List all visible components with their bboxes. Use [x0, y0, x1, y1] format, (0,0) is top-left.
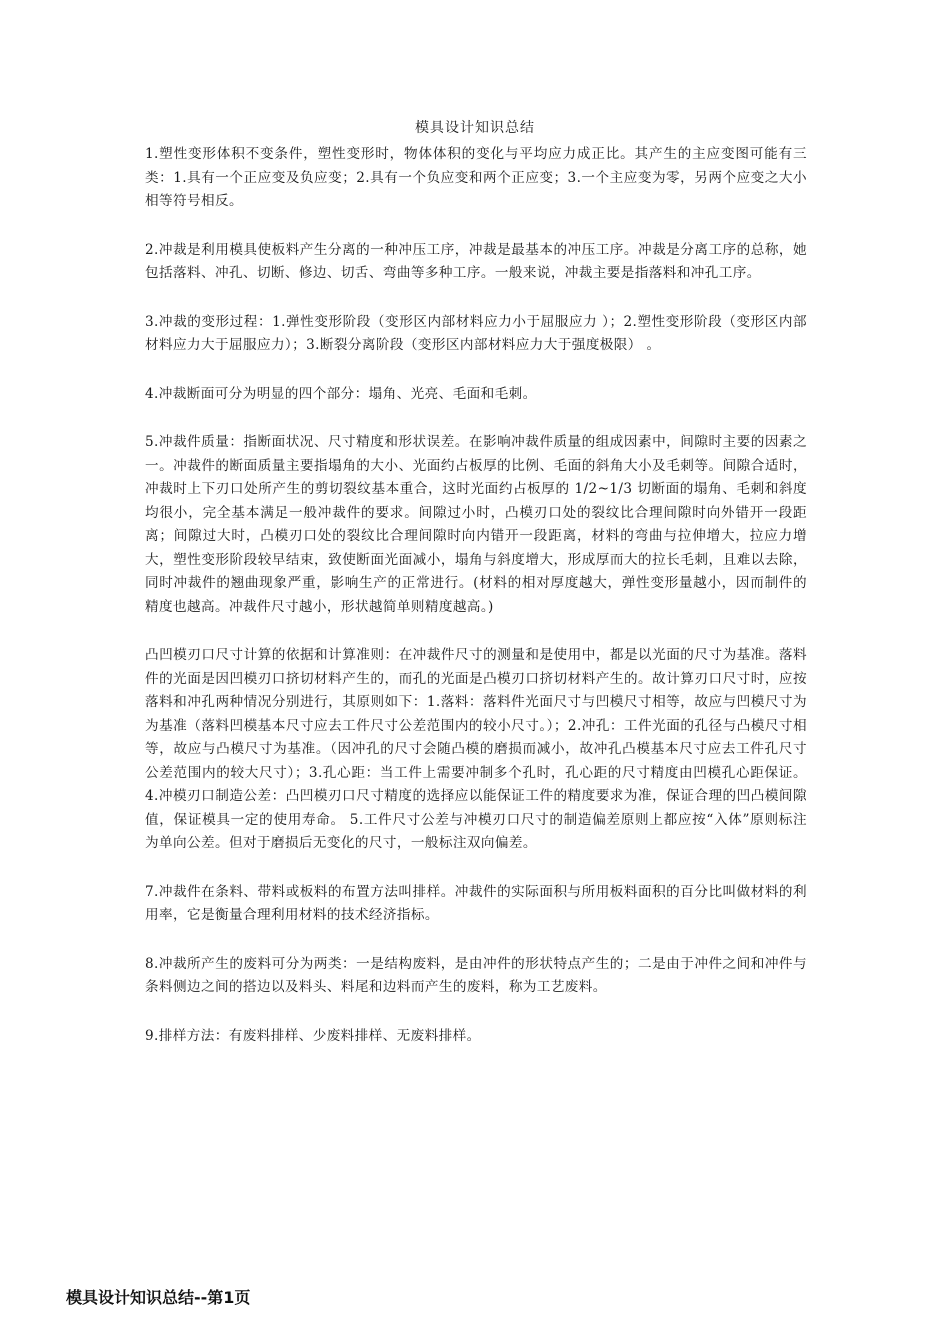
paragraph-4: 4.冲裁断面可分为明显的四个部分：塌角、光亮、毛面和毛刺。 [145, 385, 537, 402]
paragraph-9: 9.排样方法：有废料排样、少废料排样、无废料排样。 [145, 1027, 481, 1044]
paragraph-2: 2.冲裁是利用模具使板料产生分离的一种冲压工序，冲裁是最基本的冲压工序。冲裁是分离工序的总称，她包括落料、冲孔、切断、修边、切舌、弯曲等多种工序。一般来说，冲裁主要是指落料和冲孔工序。 [145, 241, 807, 281]
paragraph-7: 7.冲裁件在条料、带料或板料的布置方法叫排样。冲裁件的实际面积与所用板料面积的百分比叫做材料的利用率，它是衡量合理利用材料的技术经济指标。 [145, 883, 807, 923]
page-footer: 模具设计知识总结--第1页 [66, 1288, 251, 1307]
paragraph-5: 5.冲裁件质量：指断面状况、尺寸精度和形状误差。在影响冲裁件质量的组成因素中，间隙时主要的因素之一。冲裁件的断面质量主要指塌角的大小、光面约占板厚的比例、毛面的斜角大小及毛刺等。间隙合适时，冲裁时上下刃口处所产生的剪切裂纹基本重合，这时光面约占板厚的 1/2~1/3 切断面的塌角、毛刺和斜度均很小，完全基本满足一般冲裁件的要求。间隙过小时，凸模刃口处的裂纹比合理间隙时向外错开一段距离；间隙过大时，凸模刃口处的裂纹比合理间隙时向内错开一段距离，材料的弯曲与拉伸增大，拉应力增大，塑性变形阶段较早结束，致使断面光面减小，塌角与斜度增大，形成厚而大的拉长毛刺，且难以去除，同时冲裁件的翘曲现象严重，影响生产的正常进行。(材料的相对厚度越大，弹性变形量越小，因而制件的精度也越高。冲裁件尺寸越小，形状越简单则精度越高。) [145, 434, 807, 615]
paragraph-6: 凸凹模刃口尺寸计算的依据和计算准则：在冲裁件尺寸的测量和是使用中，都是以光面的尺寸为基准。落料件的光面是因凹模刃口挤切材料产生的，而孔的光面是凸模刃口挤切材料产生的。故计算刃口尺寸时，应按落料和冲孔两种情况分别进行，其原则如下：1.落料：落料件光面尺寸与凹模尺寸相等，故应与凹模尺寸为为基准（落料凹模基本尺寸应去工件尺寸公差范围内的较小尺寸。）；2.冲孔：工件光面的孔径与凸模尺寸相等，故应与凸模尺寸为基准。（因冲孔的尺寸会随凸模的磨损而减小，故冲孔凸模基本尺寸应去工件孔尺寸公差范围内的较大尺寸）；3.孔心距：当工件上需要冲制多个孔时，孔心距的尺寸精度由凹模孔心距保证。4.冲模刃口制造公差：凸凹模刃口尺寸精度的选择应以能保证工件的精度要求为准，保证合理的凹凸模间隙值，保证模具一定的使用寿命。 5.工件尺寸公差与冲模刃口尺寸的制造偏差原则上都应按“入体”原则标注为单向公差。但对于磨损后无变化的尺寸，一般标注双向偏差。 [145, 647, 807, 851]
document-body [145, 143, 807, 1048]
paragraph-8: 8.冲裁所产生的废料可分为两类：一是结构废料，是由冲件的形状特点产生的；二是由于冲件之间和冲件与条料侧边之间的搭边以及料头、料尾和边料而产生的废料，称为工艺废料。 [145, 955, 807, 995]
paragraph-1: 1.塑性变形体积不变条件，塑性变形时，物体体积的变化与平均应力成正比。其产生的主应变图可能有三类：1.具有一个正应变及负应变；2.具有一个负应变和两个正应变；3.一个主应变为零，另两个应变之大小相等符号相反。 [145, 146, 807, 209]
paragraph-3: 3.冲裁的变形过程：1.弹性变形阶段（变形区内部材料应力小于屈服应力 ）；2.塑性变形阶段（变形区内部材料应力大于屈服应力）；3.断裂分离阶段（变形区内部材料应力大于强度极限） 。 [145, 313, 807, 353]
document-title: 模具设计知识总结 [415, 120, 535, 136]
